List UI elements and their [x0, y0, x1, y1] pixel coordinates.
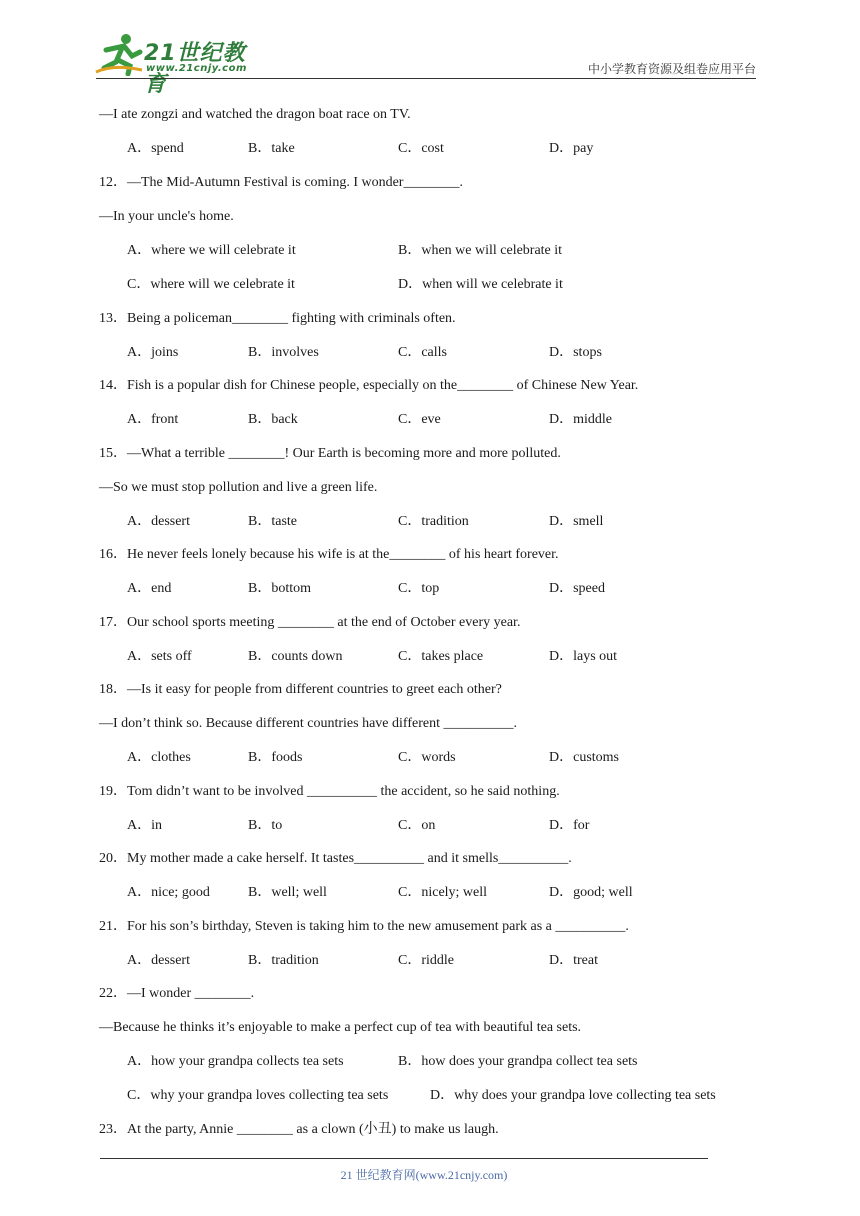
option-21-d[interactable]: D．treat: [549, 953, 598, 968]
platform-title: 中小学教育资源及组卷应用平台: [587, 62, 756, 76]
option-11-d[interactable]: D．pay: [549, 141, 594, 156]
option-22-b[interactable]: B．how does your grandpa collect tea sets: [398, 1054, 638, 1069]
option-17-d[interactable]: D．lays out: [549, 649, 618, 664]
answer-line-22: —Because he thinks it’s enjoyable to make a perfect cup of tea with beautiful tea sets.: [99, 1020, 582, 1035]
option-16-c[interactable]: C．top: [398, 581, 440, 596]
option-20-a[interactable]: A．nice; good: [127, 885, 210, 900]
option-13-d[interactable]: D．stops: [549, 345, 602, 360]
option-22-d[interactable]: D．why does your grandpa love collecting tea sets: [430, 1088, 716, 1103]
option-20-c[interactable]: C．nicely; well: [398, 885, 488, 900]
option-19-a[interactable]: A．in: [127, 818, 162, 833]
question-13: 13．Being a policeman________ fighting with criminals often.: [99, 311, 456, 326]
option-18-c[interactable]: C．words: [398, 750, 456, 765]
question-12: 12．—The Mid-Autumn Festival is coming. I wonder________.: [99, 175, 463, 190]
option-20-d[interactable]: D．good; well: [549, 885, 633, 900]
option-21-c[interactable]: C．riddle: [398, 953, 454, 968]
question-23: 23．At the party, Annie ________ as a clown (小丑) to make us laugh.: [99, 1122, 499, 1137]
option-21-b[interactable]: B．tradition: [248, 953, 319, 968]
site-logo[interactable]: [94, 32, 264, 97]
option-17-b[interactable]: B．counts down: [248, 649, 343, 664]
option-20-b[interactable]: B．well; well: [248, 885, 327, 900]
question-21: 21．For his son’s birthday, Steven is taking him to the new amusement park as a __________.: [99, 919, 629, 934]
option-19-b[interactable]: B．to: [248, 818, 283, 833]
option-11-c[interactable]: C．cost: [398, 141, 444, 156]
option-18-a[interactable]: A．clothes: [127, 750, 191, 765]
question-17: 17．Our school sports meeting ________ at the end of October every year.: [99, 615, 521, 630]
logo-url: www.21cnjy.com: [146, 63, 247, 74]
option-18-d[interactable]: D．customs: [549, 750, 619, 765]
question-22: 22．—I wonder ________.: [99, 986, 255, 1001]
option-12-b[interactable]: B．when we will celebrate it: [398, 243, 563, 258]
header-divider: [96, 78, 756, 79]
option-16-d[interactable]: D．speed: [549, 581, 605, 596]
option-14-c[interactable]: C．eve: [398, 412, 441, 427]
page-footer: [0, 1166, 860, 1183]
answer-line-15: —So we must stop pollution and live a green life.: [99, 480, 378, 495]
option-13-a[interactable]: A．joins: [127, 345, 179, 360]
option-22-c[interactable]: C．why your grandpa loves collecting tea sets: [127, 1088, 389, 1103]
option-12-a[interactable]: A．where we will celebrate it: [127, 243, 296, 258]
answer-line-12: —In your uncle's home.: [99, 209, 234, 224]
option-14-d[interactable]: D．middle: [549, 412, 612, 427]
option-15-d[interactable]: D．smell: [549, 514, 604, 529]
option-19-c[interactable]: C．on: [398, 818, 436, 833]
option-17-a[interactable]: A．sets off: [127, 649, 192, 664]
option-15-b[interactable]: B．taste: [248, 514, 297, 529]
runner-logo-icon: [94, 32, 144, 76]
footer-link[interactable]: 21 世纪教育网(www.21cnjy.com): [340, 1168, 508, 1182]
answer-line-11: —I ate zongzi and watched the dragon boat race on TV.: [99, 107, 411, 122]
option-13-c[interactable]: C．calls: [398, 345, 447, 360]
option-16-b[interactable]: B．bottom: [248, 581, 312, 596]
option-16-a[interactable]: A．end: [127, 581, 172, 596]
question-20: 20．My mother made a cake herself. It tastes__________ and it smells__________.: [99, 851, 572, 866]
option-22-a[interactable]: A．how your grandpa collects tea sets: [127, 1054, 344, 1069]
logo-text: 21世纪教育: [144, 41, 246, 97]
option-17-c[interactable]: C．takes place: [398, 649, 484, 664]
question-18: 18．—Is it easy for people from different countries to greet each other?: [99, 682, 502, 697]
page-header: [0, 0, 860, 97]
option-12-d[interactable]: D．when will we celebrate it: [398, 277, 563, 292]
option-18-b[interactable]: B．foods: [248, 750, 303, 765]
option-11-a[interactable]: A．spend: [127, 141, 184, 156]
option-14-b[interactable]: B．back: [248, 412, 298, 427]
option-12-c[interactable]: C．where will we celebrate it: [127, 277, 295, 292]
option-21-a[interactable]: A．dessert: [127, 953, 190, 968]
option-14-a[interactable]: A．front: [127, 412, 179, 427]
question-14: 14．Fish is a popular dish for Chinese people, especially on the________ of Chinese New Year.: [99, 378, 639, 393]
option-13-b[interactable]: B．involves: [248, 345, 319, 360]
question-19: 19．Tom didn’t want to be involved __________ the accident, so he said nothing.: [99, 784, 560, 799]
footer-divider: [100, 1158, 708, 1159]
option-19-d[interactable]: D．for: [549, 818, 590, 833]
option-15-a[interactable]: A．dessert: [127, 514, 190, 529]
option-11-b[interactable]: B．take: [248, 141, 295, 156]
question-16: 16．He never feels lonely because his wife is at the________ of his heart forever.: [99, 547, 559, 562]
answer-line-18: —I don’t think so. Because different countries have different __________.: [99, 716, 517, 731]
option-15-c[interactable]: C．tradition: [398, 514, 469, 529]
question-15: 15．—What a terrible ________! Our Earth is becoming more and more polluted.: [99, 446, 561, 461]
